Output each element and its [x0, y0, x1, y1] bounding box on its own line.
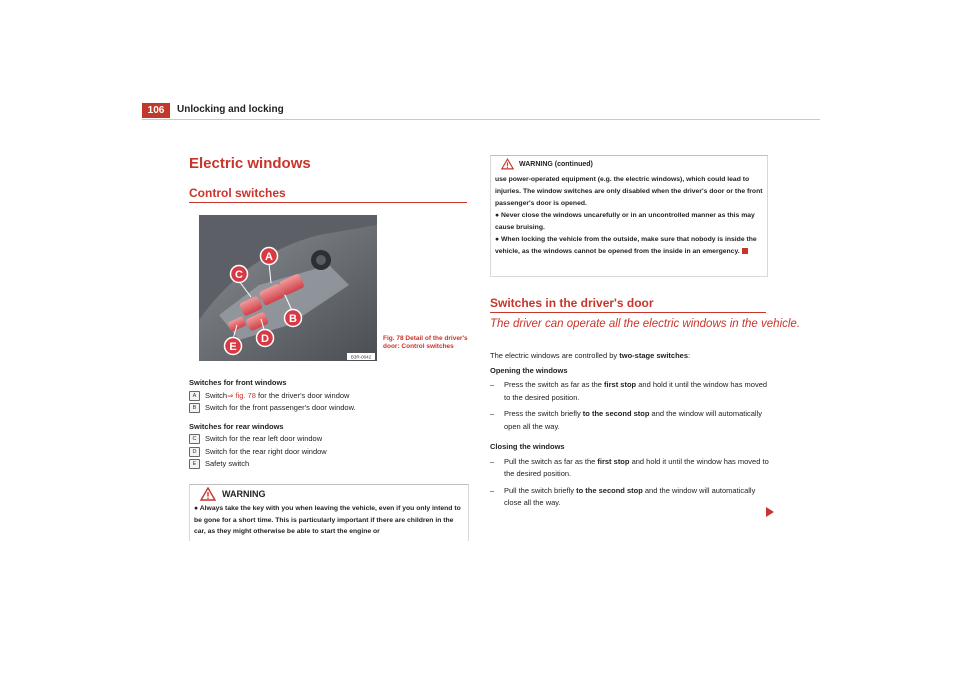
page-number: 106 [142, 103, 170, 118]
warning-bullet-item [495, 210, 763, 234]
step-text [504, 408, 770, 433]
label-d-icon: D [189, 447, 200, 457]
intro-text: The electric windows are controlled by [490, 351, 620, 360]
list-item [490, 379, 770, 404]
subsection-heading: Control switches [189, 186, 286, 200]
warning-triangle-icon [200, 487, 216, 501]
warning-continued-header [491, 156, 767, 172]
warning-box [189, 484, 469, 541]
next-page-arrow-icon[interactable] [766, 507, 774, 517]
list-item [490, 485, 770, 510]
step-text [504, 456, 770, 481]
step-part: and the window will automatically close all the way. [504, 485, 756, 507]
bullet-icon: ● [495, 212, 500, 219]
list-item [189, 402, 467, 415]
bullet-text: When locking the vehicle from the outside, make sure that nobody is inside the vehicle, as the windows cannot be opened from the inside in an emergency. [495, 236, 757, 255]
dash-bullet: – [490, 380, 495, 389]
section-heading: Electric windows [189, 155, 311, 172]
warning-intro: use power-operated equipment (e.g. the electric windows), which could lead to injuries. The window switches are only disabled when the driver's door or the front passenger's door is opened. [495, 176, 763, 207]
list-item [189, 458, 467, 471]
step-part: Pull the switch as far as the [504, 456, 598, 466]
item-text-suffix: for the driver's door window [255, 390, 350, 400]
label-b-icon: B [189, 403, 200, 413]
step-part: Press the switch as far as the [504, 380, 605, 389]
step-emphasis: to the second stop [582, 409, 650, 418]
label-a-icon: A [189, 391, 200, 401]
marker-b-label: B [289, 313, 297, 325]
warning-bullet-item [495, 234, 763, 258]
driver-door-divider [490, 312, 766, 313]
figure-code: B3R-0042 [350, 354, 372, 360]
step-text [504, 485, 770, 510]
step-part: Pull the switch briefly [504, 485, 577, 495]
list-item [189, 390, 467, 403]
bullet-text: Never close the windows uncarefully or in an uncontrolled manner as this may cause bruising. [495, 212, 755, 231]
label-e-icon: E [189, 459, 200, 469]
closing-title: Closing the windows [490, 442, 565, 451]
bullet-icon: ● [495, 236, 500, 243]
step-part: and hold it until the window has moved to the desired position. [504, 456, 769, 478]
item-text: Switch for the front passenger's door window. [205, 403, 356, 412]
step-emphasis: to the second stop [576, 485, 643, 495]
list-item [490, 456, 770, 481]
warning-continued-title: WARNING (continued) [519, 160, 593, 168]
marker-a-label: A [265, 251, 273, 263]
dash-bullet: – [490, 409, 495, 418]
list-item [189, 433, 467, 446]
warning-text [190, 503, 468, 538]
intro-emphasis: two-stage switches [619, 351, 689, 360]
warning-title: WARNING [222, 489, 266, 499]
door-switch-figure [199, 215, 377, 361]
dash-bullet: – [490, 485, 495, 495]
warning-paragraph: Always take the key with you when leaving the vehicle, even if you only intend to be gone for a short time. This is particularly important if there are children in the car, as they might otherwise be able to start the engine or [194, 505, 461, 535]
step-part: and the window will automatically open all the way. [504, 409, 763, 431]
door-panel-illustration [199, 215, 377, 361]
figure-link[interactable]: ⇒ fig. 78 [227, 390, 256, 400]
warning-triangle-icon [501, 158, 514, 170]
marker-d-label: D [261, 333, 269, 345]
marker-e-label: E [229, 341, 237, 353]
figure-caption: Fig. 78 Detail of the driver's door: Control switches [383, 335, 468, 350]
end-mark-icon [742, 248, 748, 254]
switch-list [189, 377, 467, 471]
step-emphasis: first stop [604, 380, 637, 389]
running-header: Unlocking and locking [177, 104, 284, 115]
warning-continued-box [490, 155, 768, 277]
front-switches-title: Switches for front windows [189, 378, 287, 387]
step-part: Press the switch briefly [504, 409, 583, 418]
step-text [504, 379, 770, 404]
item-text: Safety switch [205, 459, 250, 468]
driver-door-heading: Switches in the driver's door [490, 296, 654, 310]
warning-header [190, 485, 468, 503]
bullet-icon: ● [194, 505, 199, 512]
list-item [189, 446, 467, 459]
intro-colon: : [688, 351, 691, 360]
dash-bullet: – [490, 456, 495, 466]
driver-door-body [490, 338, 770, 514]
item-text: Switch [205, 390, 228, 400]
step-emphasis: first stop [597, 456, 630, 466]
intro-paragraph [490, 350, 770, 363]
driver-door-subtitle: The driver can operate all the electric windows in the vehicle. [490, 318, 801, 330]
item-text: Switch for the rear left door window [205, 434, 323, 443]
rear-switches-title: Switches for rear windows [189, 421, 284, 431]
subsection-divider [189, 202, 467, 203]
header-divider [142, 119, 820, 120]
marker-c-label: C [235, 269, 243, 281]
list-item [490, 408, 770, 433]
label-c-icon: C [189, 434, 200, 444]
step-part: and hold it until the window has moved to the desired position. [504, 380, 768, 402]
warning-continued-text [491, 172, 767, 260]
item-text: Switch for the rear right door window [205, 446, 327, 456]
opening-title: Opening the windows [490, 365, 568, 375]
